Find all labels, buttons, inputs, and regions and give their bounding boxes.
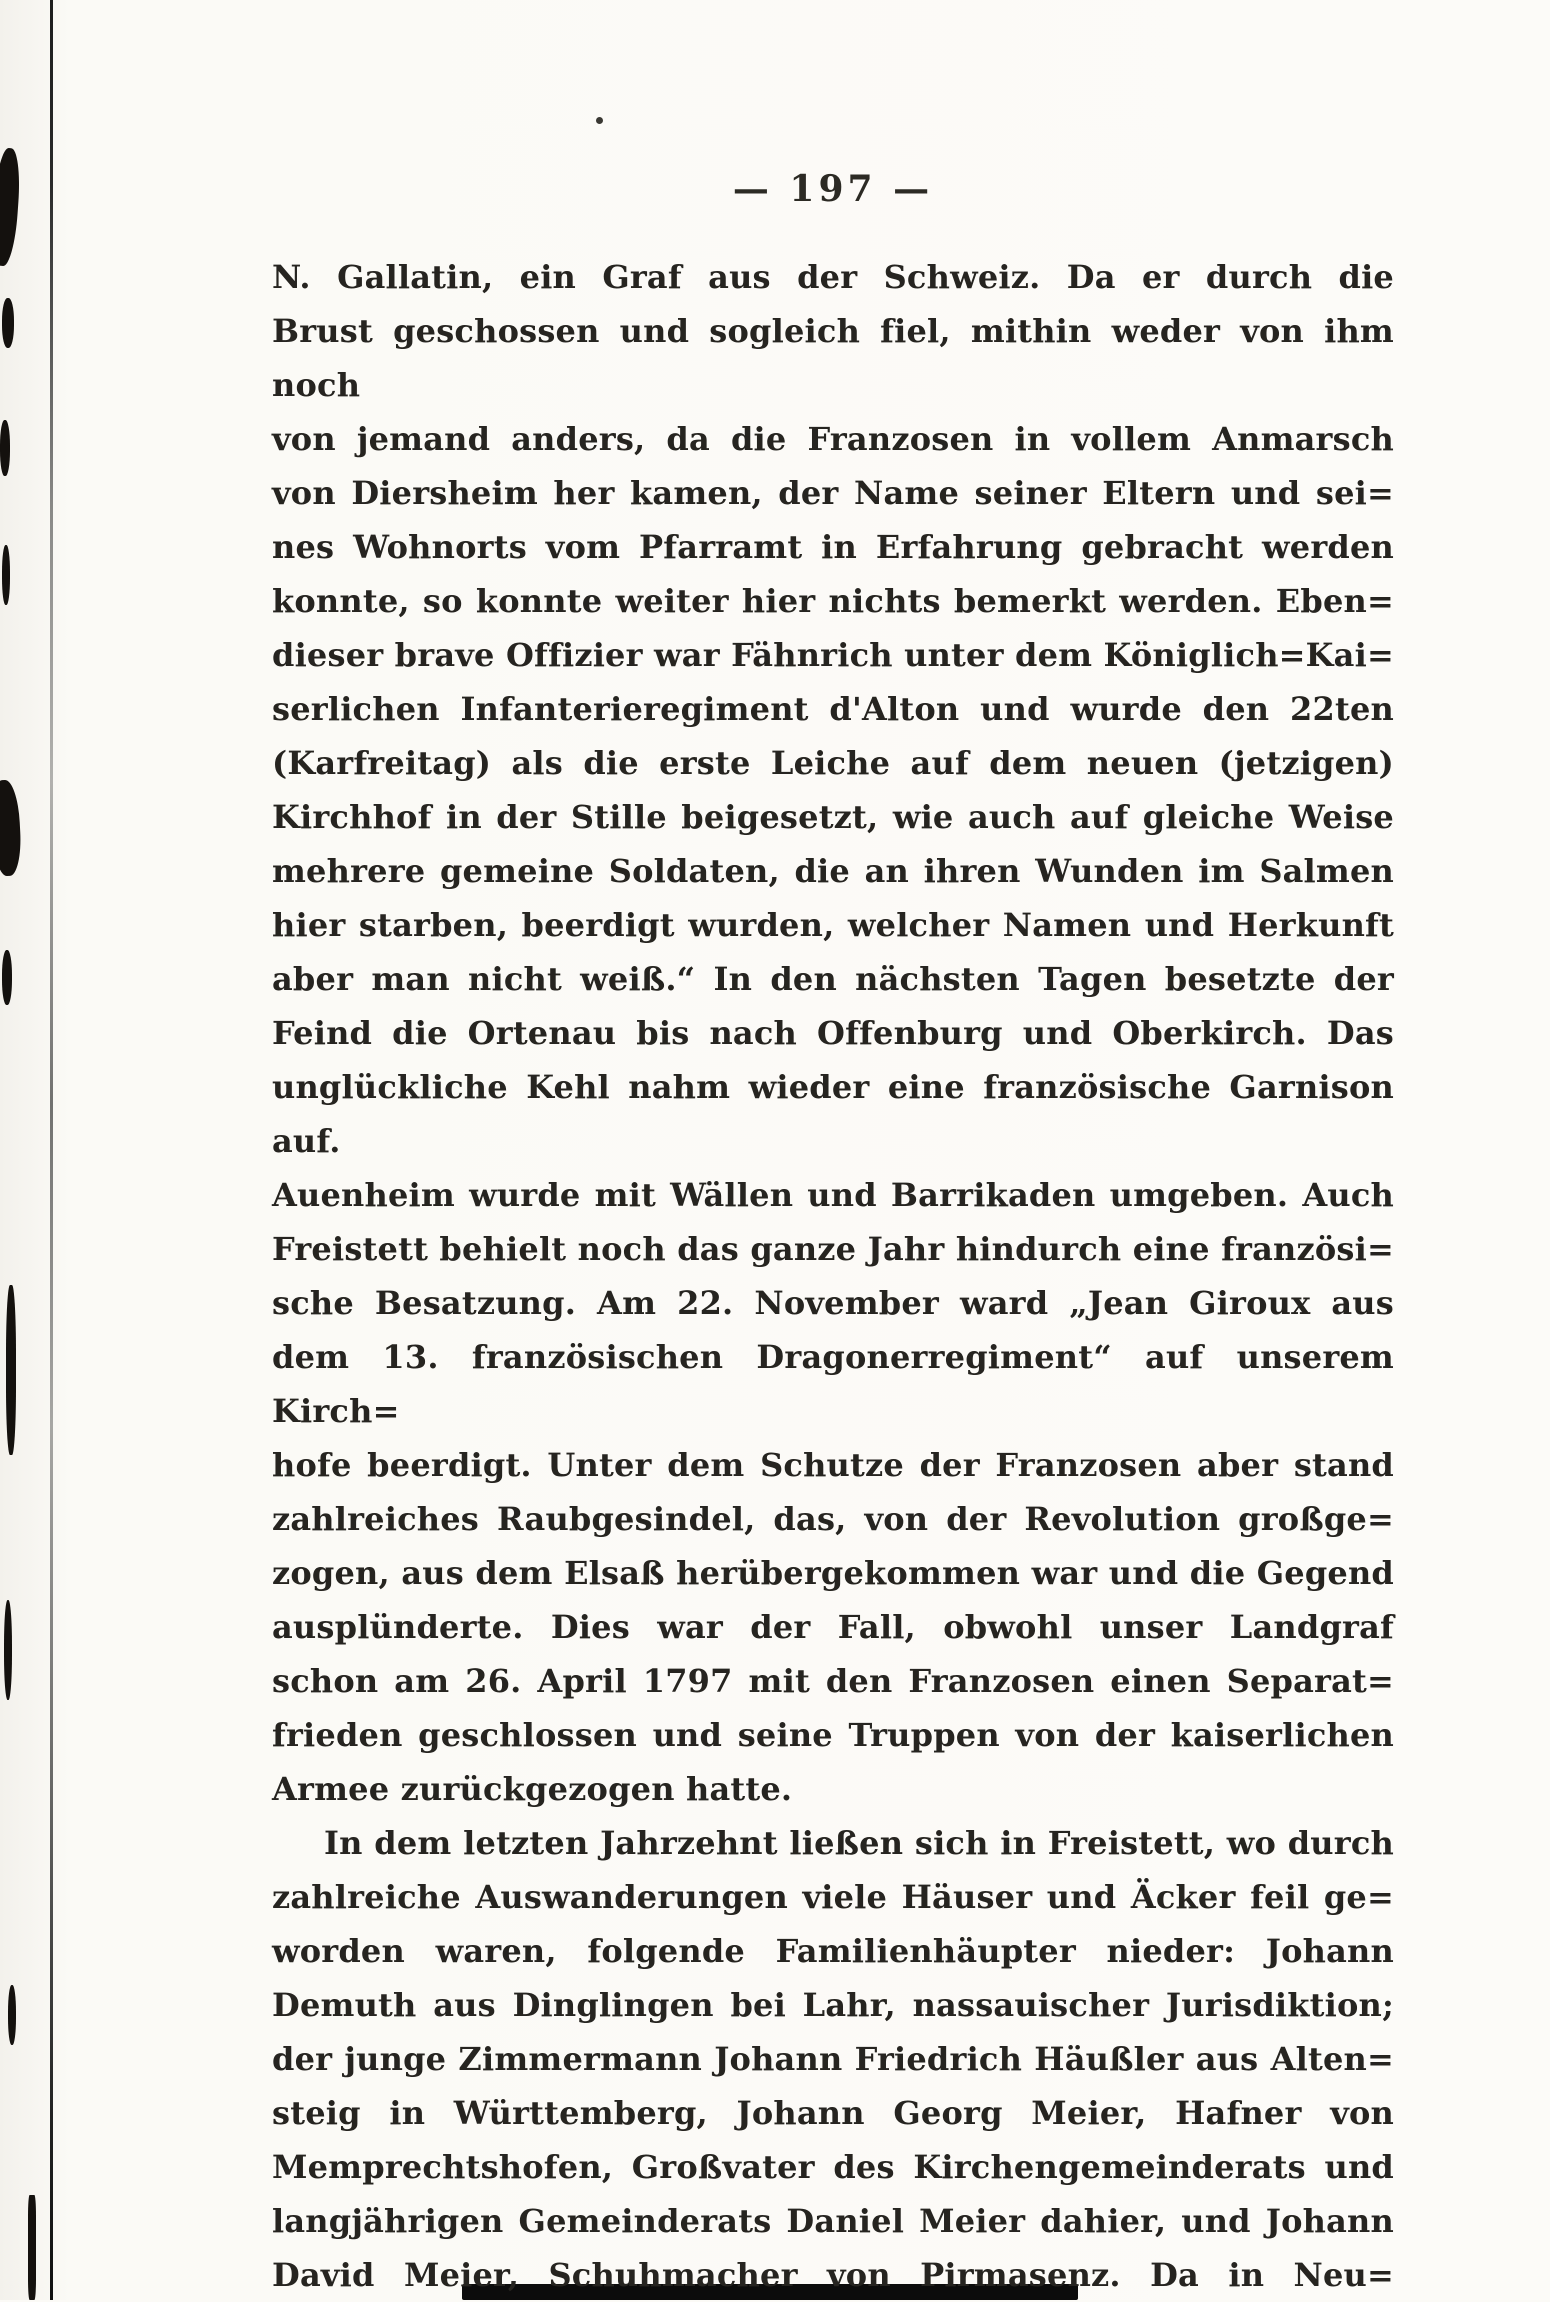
text-line: unglückliche Kehl nahm wieder eine französische Garnison auf. bbox=[272, 1068, 1394, 1160]
text-line: nes Wohnorts vom Pfarramt in Erfahrung gebracht werden bbox=[272, 528, 1394, 566]
scan-artifact-ink-mark bbox=[0, 779, 22, 876]
text-line: Freistett behielt noch das ganze Jahr hindurch eine französi= bbox=[272, 1230, 1394, 1268]
scan-artifact-ink-mark bbox=[8, 1985, 16, 2045]
text-line: langjährigen Gemeinderats Daniel Meier dahier, und Johann bbox=[272, 2202, 1394, 2240]
text-line: Demuth aus Dinglingen bei Lahr, nassauischer Jurisdiktion; bbox=[272, 1986, 1394, 2024]
text-line: worden waren, folgende Familienhäupter nieder: Johann bbox=[272, 1932, 1394, 1970]
text-line: dieser brave Offizier war Fähnrich unter dem Königlich=Kai= bbox=[272, 636, 1394, 674]
text-line: Auenheim wurde mit Wällen und Barrikaden umgeben. Auch bbox=[272, 1176, 1394, 1214]
scan-artifact-speck bbox=[596, 117, 603, 124]
text-line: zahlreiche Auswanderungen viele Häuser und Äcker feil ge= bbox=[272, 1878, 1394, 1916]
text-line: Feind die Ortenau bis nach Offenburg und Oberkirch. Das bbox=[272, 1014, 1394, 1052]
text-line: hier starben, beerdigt wurden, welcher Namen und Herkunft bbox=[272, 906, 1394, 944]
text-line: schon am 26. April 1797 mit den Franzosen einen Separat= bbox=[272, 1662, 1394, 1700]
text-line: sche Besatzung. Am 22. November ward „Jean Giroux aus bbox=[272, 1284, 1394, 1322]
text-line: N. Gallatin, ein Graf aus der Schweiz. Da er durch die bbox=[272, 258, 1394, 296]
text-line: dem 13. französischen Dragonerregiment“ auf unserem Kirch= bbox=[272, 1338, 1394, 1430]
scan-artifact-ink-mark bbox=[6, 1285, 16, 1455]
text-line: mehrere gemeine Soldaten, die an ihren Wunden im Salmen bbox=[272, 852, 1394, 890]
text-line: Armee zurückgezogen hatte. bbox=[272, 1770, 793, 1808]
text-line: von jemand anders, da die Franzosen in vollem Anmarsch bbox=[272, 420, 1394, 458]
scan-artifact-ink-mark bbox=[2, 545, 10, 605]
text-line: Kirchhof in der Stille beigesetzt, wie auch auf gleiche Weise bbox=[272, 798, 1394, 836]
scan-artifact-ink-mark bbox=[0, 147, 22, 266]
text-line: (Karfreitag) als die erste Leiche auf dem neuen (jetzigen) bbox=[272, 744, 1394, 782]
text-line: hofe beerdigt. Unter dem Schutze der Franzosen aber stand bbox=[272, 1446, 1394, 1484]
text-line: konnte, so konnte weiter hier nichts bemerkt werden. Eben= bbox=[272, 582, 1394, 620]
scan-artifact-ink-mark bbox=[2, 298, 14, 348]
text-line: zogen, aus dem Elsaß herübergekommen war und die Gegend bbox=[272, 1554, 1394, 1592]
text-block bbox=[272, 250, 1394, 2302]
text-line: ausplünderte. Dies war der Fall, obwohl unser Landgraf bbox=[272, 1608, 1394, 1646]
scan-artifact-ink-mark bbox=[28, 2195, 36, 2300]
scan-artifact-ink-mark bbox=[4, 1600, 12, 1700]
page-number: — 197 — bbox=[732, 168, 934, 210]
text-line: Memprechtshofen, Großvater des Kirchengemeinderats und bbox=[272, 2148, 1394, 2186]
text-line: frieden geschlossen und seine Truppen von der kaiserlichen bbox=[272, 1716, 1394, 1754]
text-line: steig in Württemberg, Johann Georg Meier, Hafner von bbox=[272, 2094, 1394, 2132]
text-line: der junge Zimmermann Johann Friedrich Häußler aus Alten= bbox=[272, 2040, 1394, 2078]
text-line: David Meier, Schuhmacher von Pirmasenz. Da in Neu= bbox=[272, 2256, 1394, 2294]
scan-artifact-ink-mark bbox=[0, 420, 10, 476]
text-line: zahlreiches Raubgesindel, das, von der Revolution großge= bbox=[272, 1500, 1394, 1538]
scan-artifact-ink-mark bbox=[2, 950, 12, 1005]
page-content bbox=[272, 168, 1394, 2302]
text-line: aber man nicht weiß.“ In den nächsten Tagen besetzte der bbox=[272, 960, 1394, 998]
text-line: Brust geschossen und sogleich fiel, mithin weder von ihm noch bbox=[272, 312, 1394, 404]
text-line: In dem letzten Jahrzehnt ließen sich in Freistett, wo durch bbox=[324, 1824, 1394, 1862]
scan-artifact-vertical-line bbox=[50, 0, 53, 2300]
text-line: von Diersheim her kamen, der Name seiner Eltern und sei= bbox=[272, 474, 1394, 512]
text-line: serlichen Infanterieregiment d'Alton und wurde den 22ten bbox=[272, 690, 1394, 728]
